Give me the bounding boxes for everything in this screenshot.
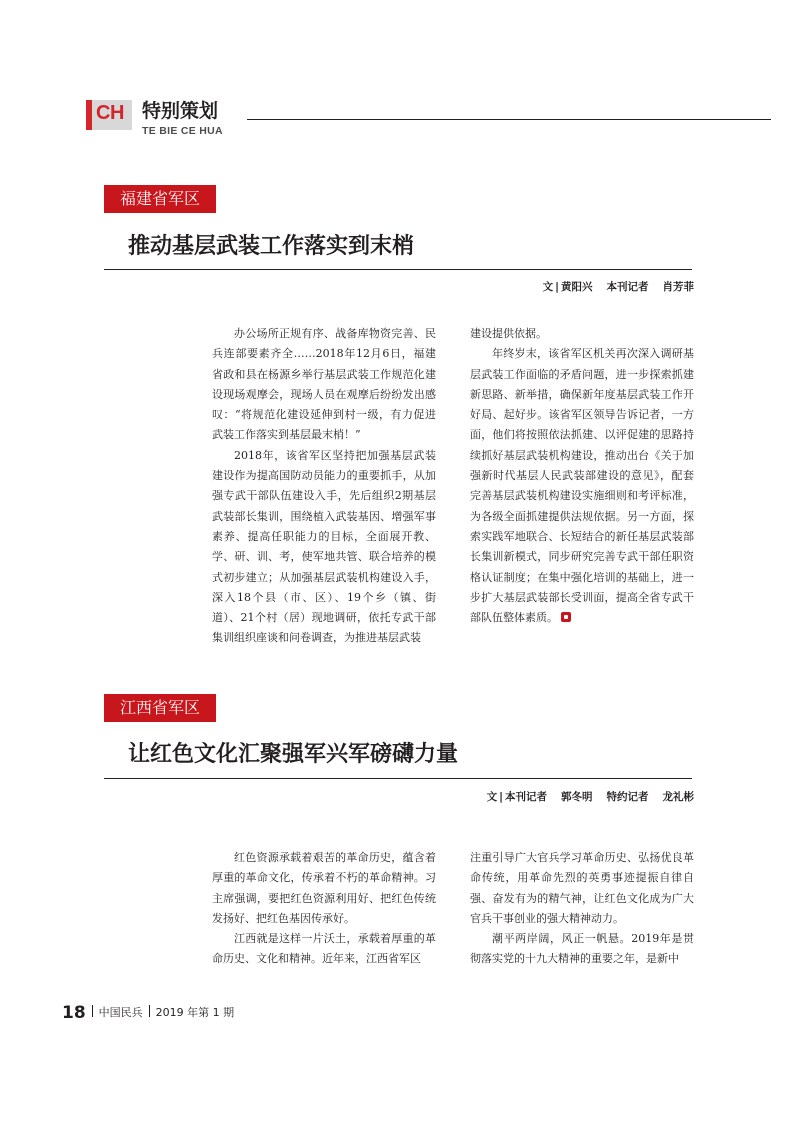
paragraph xyxy=(470,344,694,628)
article2-region-tag: 江西省军区 xyxy=(104,694,216,722)
section-pinyin: TE BIE CE HUA xyxy=(142,125,223,137)
article2-title-rule xyxy=(104,778,692,779)
logo-text: CH xyxy=(96,102,124,124)
byline-prefix: 文 xyxy=(486,791,498,803)
article1-right-column xyxy=(470,324,694,628)
byline-author: 黄阳兴 xyxy=(561,281,593,293)
byline-author: 龙礼彬 xyxy=(662,791,694,803)
paragraph: 红色资源承载着艰苦的革命历史，蕴含着厚重的革命文化，传承着不朽的革命精神。习主席强调，要把红色资源利用好、把红色传统发扬好、把红色基因传承好。 xyxy=(212,851,436,925)
article1-title-rule xyxy=(104,269,692,270)
magazine-name: 中国民兵 xyxy=(98,1006,143,1019)
article1-left-column xyxy=(212,324,436,649)
byline-role: 本刊记者 xyxy=(606,281,649,293)
paragraph: 注重引导广大官兵学习革命历史、弘扬优良革命传统，用革命先烈的英勇事迹提振自律自强、奋发有为的精气神，让红色文化成为广大官兵干事创业的强大精神动力。 xyxy=(470,851,694,925)
byline-author: 郭冬明 xyxy=(561,791,593,803)
paragraph: 办公场所正规有序、战备库物资完善、民兵连部要素齐全……2018年12月6日，福建省政和县在杨源乡举行基层武装工作规范化建设现场观摩会，现场人员在观摩后纷纷发出感叹：“将规范化建设延伸到村一级，有力促进武装工作落实到基层最末梢！” xyxy=(212,327,436,442)
article2-title: 让红色文化汇聚强军兴军磅礴力量 xyxy=(128,742,459,767)
article1-title: 推动基层武装工作落实到末梢 xyxy=(128,234,415,259)
article1-byline: 文 | 黄阳兴 本刊记者 肖芳菲 xyxy=(542,281,694,293)
footer-divider xyxy=(92,1005,93,1017)
end-mark-icon xyxy=(561,612,571,622)
paragraph: 江西就是这样一片沃土，承载着厚重的革命历史、文化和精神。近年来，江西省军区 xyxy=(212,932,436,966)
page-footer xyxy=(62,1003,234,1023)
footer-divider xyxy=(149,1005,150,1017)
logo-red-bar xyxy=(86,100,92,130)
paragraph: 2018年，该省军区坚持把加强基层武装建设作为提高国防动员能力的重要抓手，从加强专武干部队伍建设入手，先后组织2期基层武装部长集训，围绕植入武装基因、增强军事素养、提高任职能力的目标，全面展开教、学、研、训、考，使军地共管、联合培养的模式初步建立；从加强基层武装机构建设入手，深入18个县（市、区）、19个乡（镇、街道）、21个村（居）现地调研，依托专武干部集训组织座谈和问卷调查，为推进基层武装 xyxy=(212,448,436,645)
issue-label: 2019 年第 1 期 xyxy=(155,1006,235,1019)
page-number: 18 xyxy=(62,1003,86,1023)
article2-left-column xyxy=(212,848,436,970)
byline-role: 特约记者 xyxy=(606,791,649,803)
section-name: 特别策划 xyxy=(142,100,219,122)
article1-region-tag: 福建省军区 xyxy=(104,185,216,213)
paragraph: 建设提供依据。 xyxy=(470,327,547,340)
byline-role: 本刊记者 xyxy=(505,791,547,803)
paragraph: 潮平两岸阔，风正一帆悬。2019年是贯彻落实党的十九大精神的重要之年，是新中 xyxy=(470,932,694,966)
article2-right-column xyxy=(470,848,694,970)
article2-byline: 文 | 本刊记者 郭冬明 特约记者 龙礼彬 xyxy=(486,791,694,803)
byline-author: 肖芳菲 xyxy=(662,281,694,293)
paragraph-text: 年终岁末，该省军区机关再次深入调研基层武装工作面临的矛盾问题，进一步探索抓建新思路、新举措，确保新年度基层武装工作开好局、起好步。该省军区领导告诉记者，一方面，他们将按照依法抓建、以评促建的思路持续抓好基层武装机构建设，推动出台《关于加强新时代基层人民武装部建设的意见》，配套完善基层武装机构建设实施细则和考评标准，为各级全面抓建提供法规依据。另一方面，探索实践军地联合、长短结合的新任基层武装部长集训新模式，同步研究完善专武干部任职资格认证制度；在集中强化培训的基础上，进一步扩大基层武装部长受训面，提高全省专武干部队伍整体素质。 xyxy=(470,347,694,625)
header-rule xyxy=(247,119,771,120)
byline-prefix: 文 xyxy=(542,281,554,293)
section-logo xyxy=(84,100,132,134)
